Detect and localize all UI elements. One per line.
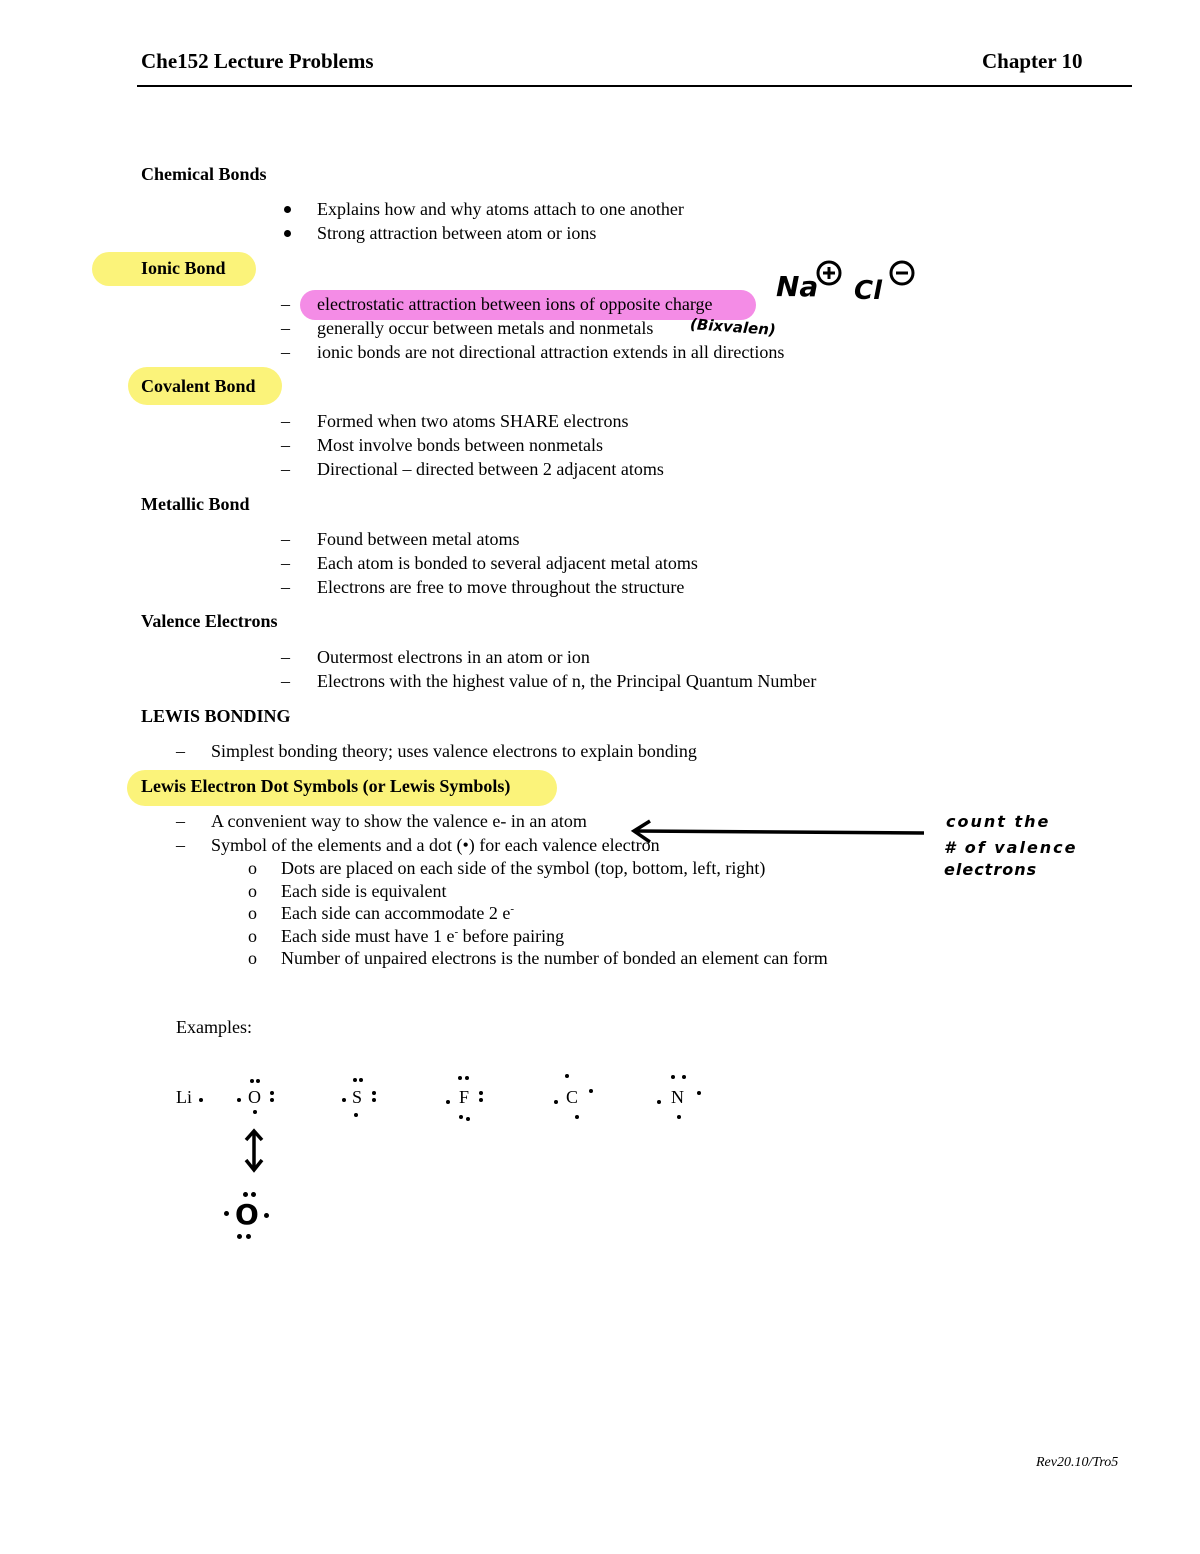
- double-arrow-icon: [240, 1128, 270, 1174]
- list-item: Directional – directed between 2 adjacent atoms: [317, 459, 664, 479]
- heading-ionic-bond: Ionic Bond: [141, 258, 226, 278]
- sub-item: Each side can accommodate 2 e-: [281, 903, 515, 923]
- dash-bullet: –: [281, 318, 290, 338]
- dash-bullet: –: [281, 411, 290, 431]
- list-item: Electrons are free to move throughout the structure: [317, 577, 685, 597]
- circle-bullet: o: [248, 858, 257, 878]
- electron-dot: [446, 1100, 450, 1104]
- circle-bullet: o: [248, 903, 257, 923]
- electron-dot: [682, 1075, 686, 1079]
- electron-dot: [237, 1098, 241, 1102]
- heading-valence-electrons: Valence Electrons: [141, 611, 278, 631]
- bullet: [284, 206, 291, 213]
- sub-item: Dots are placed on each side of the symbol (top, bottom, left, right): [281, 858, 766, 878]
- heading-lewis-bonding: LEWIS BONDING: [141, 706, 291, 726]
- handwritten-cl: Cl: [854, 276, 882, 306]
- electron-dot: [677, 1115, 681, 1119]
- dash-bullet: –: [281, 342, 290, 362]
- header-rule: [137, 85, 1132, 87]
- electron-dot: [246, 1234, 251, 1239]
- dash-bullet: –: [281, 529, 290, 549]
- lewis-symbol-s: S: [352, 1087, 363, 1107]
- electron-dot: [270, 1091, 274, 1095]
- circle-bullet: o: [248, 881, 257, 901]
- dash-bullet: –: [281, 647, 290, 667]
- dash-bullet: –: [281, 435, 290, 455]
- list-item: Formed when two atoms SHARE electrons: [317, 411, 629, 431]
- heading-covalent-bond: Covalent Bond: [141, 376, 256, 396]
- electron-dot: [697, 1091, 701, 1095]
- electron-dot: [224, 1211, 229, 1216]
- electron-dot: [479, 1098, 483, 1102]
- heading-metallic-bond: Metallic Bond: [141, 494, 250, 514]
- electron-dot: [372, 1091, 376, 1095]
- plus-charge-icon: [814, 258, 844, 288]
- examples-label: Examples:: [176, 1017, 252, 1037]
- electron-dot: [250, 1079, 254, 1083]
- electron-dot: [458, 1076, 462, 1080]
- electron-dot: [575, 1115, 579, 1119]
- list-item: electrostatic attraction between ions of opposite charge: [317, 294, 713, 314]
- electron-dot: [243, 1192, 248, 1197]
- sub-item: Number of unpaired electrons is the number of bonded an element can form: [281, 948, 828, 968]
- electron-dot: [270, 1098, 274, 1102]
- left-arrow-icon: [628, 818, 928, 848]
- electron-dot: [465, 1076, 469, 1080]
- list-item: ionic bonds are not directional attraction extends in all directions: [317, 342, 785, 362]
- list-item: Most involve bonds between nonmetals: [317, 435, 603, 455]
- handwritten-oxygen: O: [235, 1198, 259, 1231]
- electron-dot: [237, 1234, 242, 1239]
- electron-dot: [657, 1100, 661, 1104]
- electron-dot: [671, 1075, 675, 1079]
- electron-dot: [251, 1192, 256, 1197]
- dash-bullet: –: [176, 741, 185, 761]
- circle-bullet: o: [248, 926, 257, 946]
- sub-item: Each side is equivalent: [281, 881, 447, 901]
- electron-dot: [565, 1074, 569, 1078]
- electron-dot: [264, 1213, 269, 1218]
- electron-dot: [466, 1117, 470, 1121]
- sub-item: Each side must have 1 e- before pairing: [281, 926, 565, 946]
- lewis-symbol-n: N: [671, 1087, 684, 1107]
- chapter-label: Chapter 10: [982, 49, 1083, 73]
- dash-bullet: –: [281, 553, 290, 573]
- lewis-symbol-c: C: [566, 1087, 579, 1107]
- handwritten-na: Na: [776, 270, 819, 303]
- list-item: Each atom is bonded to several adjacent metal atoms: [317, 553, 698, 573]
- dash-bullet: –: [281, 577, 290, 597]
- list-item: Found between metal atoms: [317, 529, 520, 549]
- dash-bullet: –: [281, 294, 290, 314]
- electron-dot: [256, 1079, 260, 1083]
- electron-dot: [359, 1078, 363, 1082]
- electron-dot: [353, 1078, 357, 1082]
- list-item: Explains how and why atoms attach to one another: [317, 199, 684, 219]
- electron-dot: [253, 1110, 257, 1114]
- handwritten-note-line: # of valence: [944, 838, 1078, 857]
- minus-charge-icon: [886, 258, 918, 288]
- lewis-symbol-o: O: [248, 1087, 261, 1107]
- handwritten-paren: (Bixvalen): [689, 315, 777, 339]
- lewis-symbol-f: F: [459, 1087, 470, 1107]
- electron-dot: [354, 1113, 358, 1117]
- electron-dot: [459, 1115, 463, 1119]
- electron-dot: [554, 1100, 558, 1104]
- dash-bullet: –: [176, 835, 185, 855]
- revision-footer: Rev20.10/Tro5: [1036, 1455, 1119, 1470]
- electron-dot: [342, 1098, 346, 1102]
- electron-dot: [199, 1098, 203, 1102]
- electron-dot: [372, 1098, 376, 1102]
- list-item: Electrons with the highest value of n, the Principal Quantum Number: [317, 671, 817, 691]
- list-item: A convenient way to show the valence e- in an atom: [211, 811, 587, 831]
- list-item: Simplest bonding theory; uses valence electrons to explain bonding: [211, 741, 697, 761]
- dash-bullet: –: [281, 671, 290, 691]
- handwritten-note-line: count the: [946, 812, 1051, 831]
- doc-title: Che152 Lecture Problems: [141, 49, 374, 73]
- electron-dot: [589, 1089, 593, 1093]
- handwritten-note-line: electrons: [944, 860, 1038, 879]
- list-item: Symbol of the elements and a dot (•) for each valence electron: [211, 835, 660, 855]
- lewis-symbol-li: Li: [176, 1087, 192, 1107]
- list-item: generally occur between metals and nonmetals: [317, 318, 654, 338]
- heading-chemical-bonds: Chemical Bonds: [141, 164, 267, 184]
- heading-lewis-symbols: Lewis Electron Dot Symbols (or Lewis Symbols): [141, 776, 511, 796]
- electron-dot: [479, 1091, 483, 1095]
- list-item: Strong attraction between atom or ions: [317, 223, 597, 243]
- list-item: Outermost electrons in an atom or ion: [317, 647, 590, 667]
- circle-bullet: o: [248, 948, 257, 968]
- dash-bullet: –: [176, 811, 185, 831]
- dash-bullet: –: [281, 459, 290, 479]
- bullet: [284, 230, 291, 237]
